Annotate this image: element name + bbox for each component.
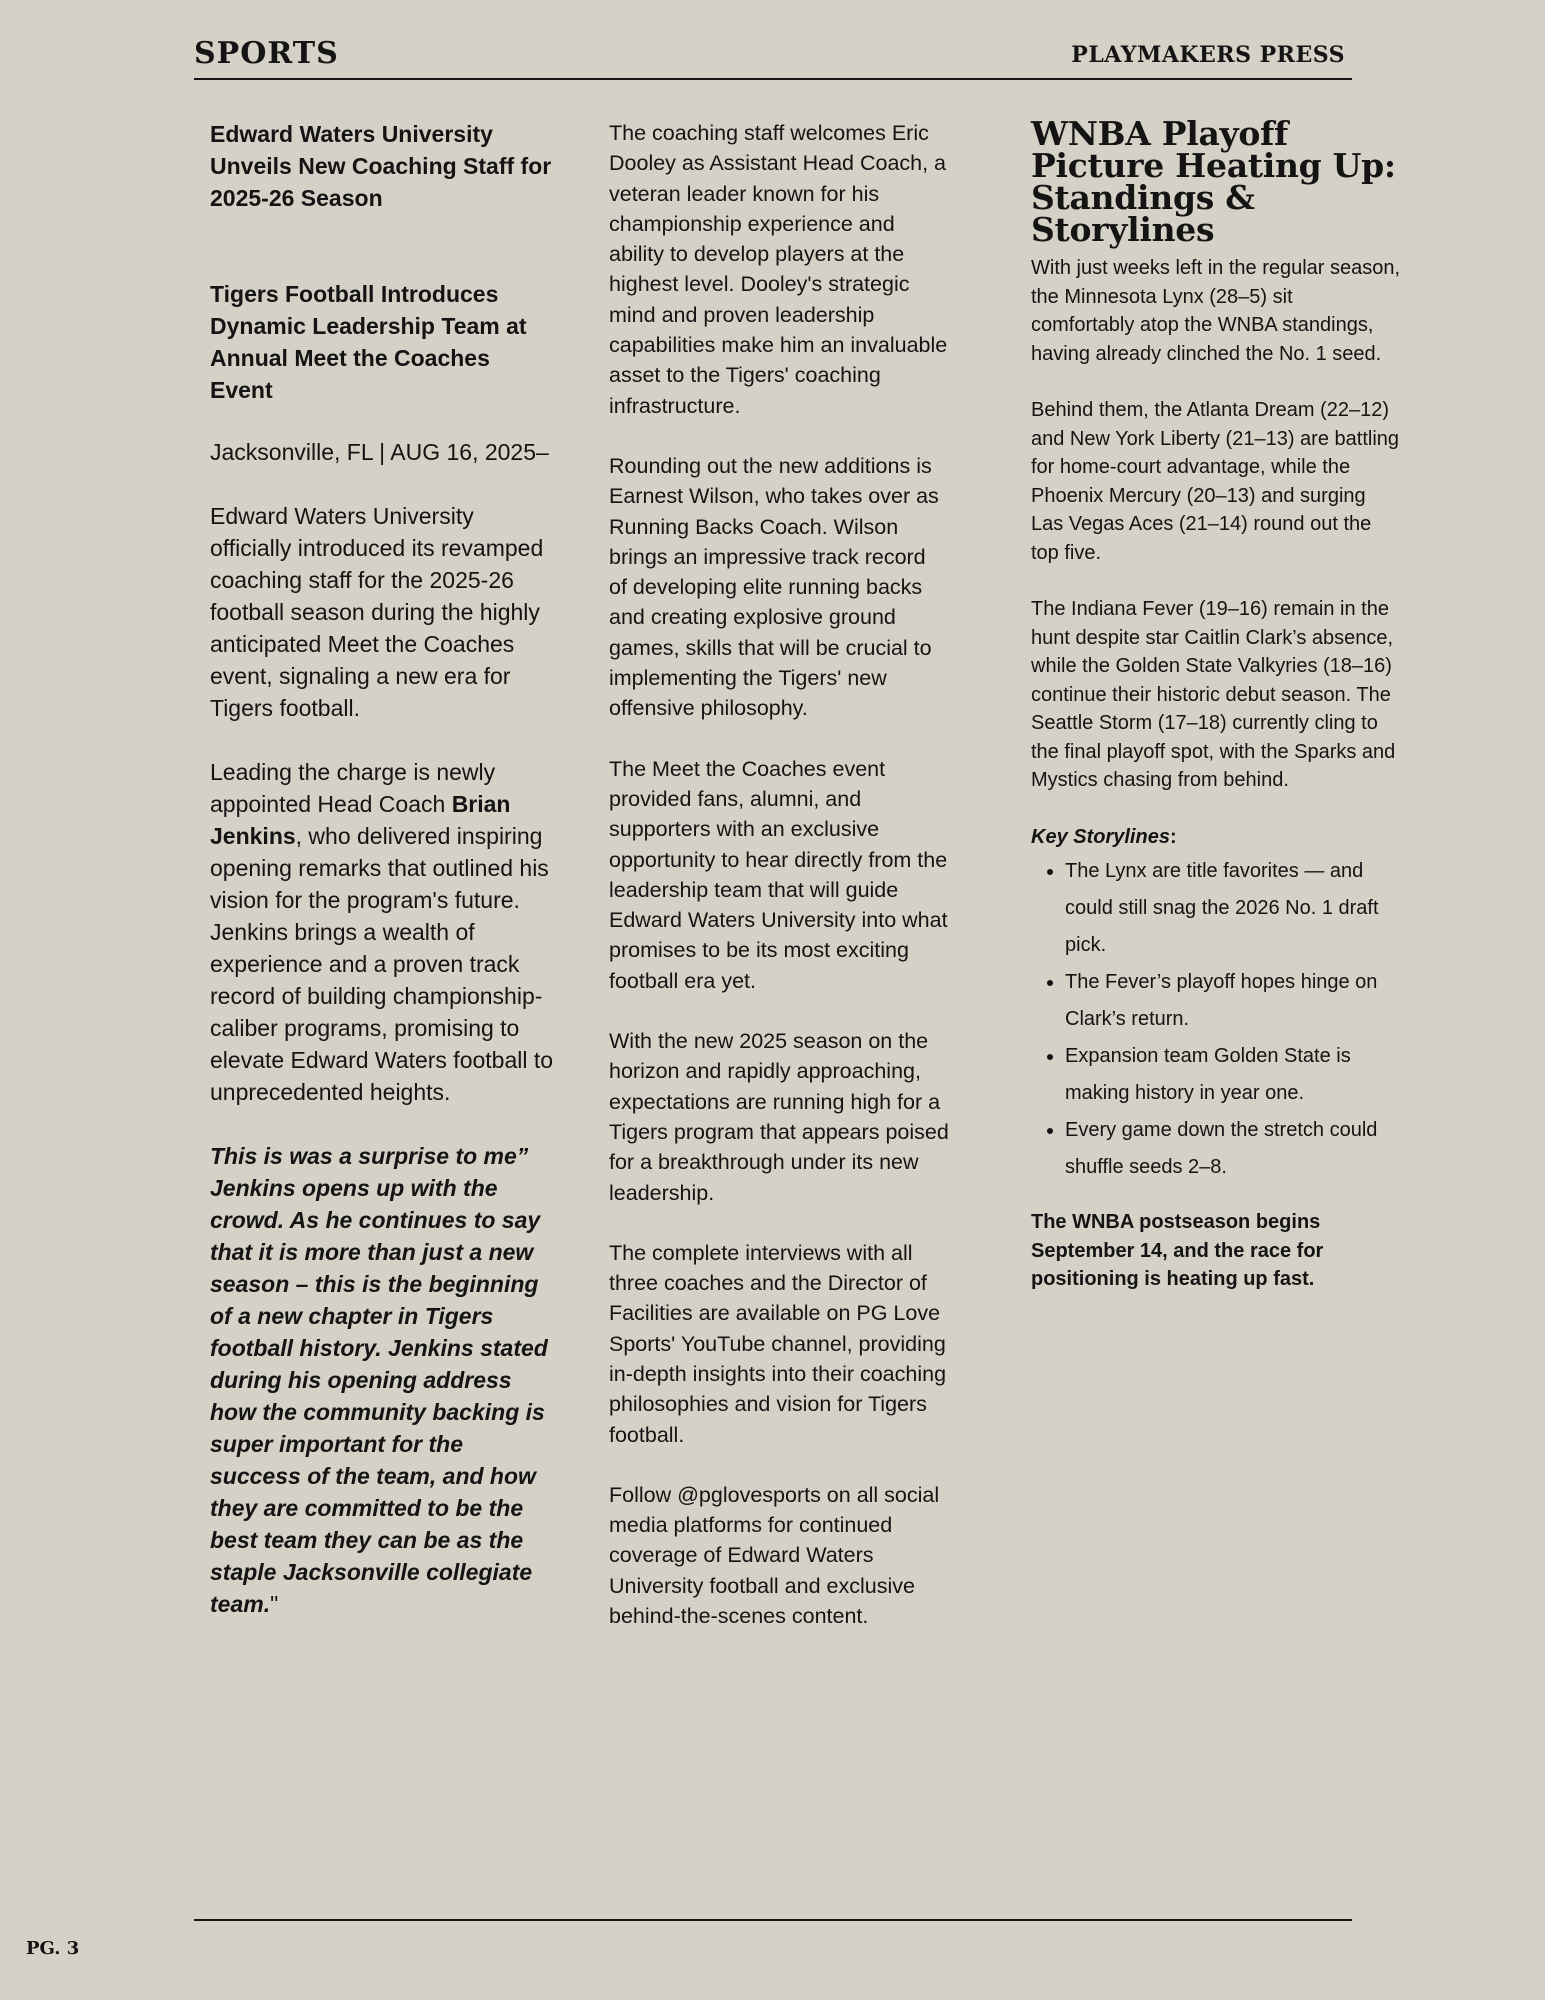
bottom-rule [194, 1919, 1352, 1921]
article-paragraph: The coaching staff welcomes Eric Dooley as Assistant Head Coach, a veteran leader known for his championship experience and ability to develop players at the highest level. Dooley's strategic mind and proven leadership capabilities make him an invaluable asset to the Tigers' coaching infrastructure. [609, 121, 948, 418]
key-storylines-colon: : [1169, 825, 1177, 848]
middle-article [609, 118, 949, 1661]
list-item: • Every game down the stretch could shuffle seeds 2–8. [1065, 1112, 1401, 1186]
list-item: • The Fever’s playoff hopes hinge on Clark’s return. [1065, 964, 1401, 1038]
article-paragraph: With just weeks left in the regular season, the Minnesota Lynx (28–5) sit comfortably atop the WNBA standings, having already clinched the No. 1 seed. [1031, 257, 1401, 365]
article-subheadline: Tigers Football Introduces Dynamic Leadership Team at Annual Meet the Coaches Event [210, 281, 527, 403]
article-paragraph: Follow @pglovesports on all social media platforms for continued coverage of Edward Waters University football and exclusive behind-the-scenes content. [609, 1482, 940, 1629]
article-dateline: Jacksonville, FL | AUG 16, 2025– [210, 439, 549, 465]
article-paragraph [210, 756, 555, 1108]
quote-close-mark: " [270, 1591, 279, 1617]
article-paragraph: Edward Waters University officially introduced its revamped coaching staff for the 2025-26 football season during the highly anticipated Meet the Coaches event, signaling a new era for Tigers football. [210, 503, 544, 721]
page-number: PG. 3 [26, 1938, 80, 1959]
article-paragraph: The Indiana Fever (19–16) remain in the hunt despite star Caitlin Clark’s absence, while the Golden State Valkyries (18–16) continue their historic debut season. The Seattle Storm (17–18) currently cling to the final playoff spot, with the Sparks and Mystics chasing from behind. [1031, 598, 1396, 791]
article-headline: WNBA Playoff Picture Heating Up: Standings & Storylines [1031, 114, 1396, 249]
quote-text: This is was a surprise to me” Jenkins opens up with the crowd. As he continues to say that it is more than just a new season – this is the beginning of a new chapter in Tigers football history. Jenkins stated during his opening address how the community backing is super important for the success of the team, and how they are committed to be the best team they can be as the staple Jacksonville collegiate team. [210, 1143, 548, 1617]
article-paragraph: The complete interviews with all three coaches and the Director of Facilities are available on PG Love Sports' YouTube channel, providing in-depth insights into their coaching philosophies and vision for Tigers football. [609, 1240, 947, 1447]
article-paragraph: Behind them, the Atlanta Dream (22–12) and New York Liberty (21–13) are battling for home-court advantage, while the Phoenix Mercury (20–13) and surging Las Vegas Aces (21–14) round out the top five. [1031, 399, 1400, 564]
pull-quote [210, 1140, 555, 1620]
article-paragraph: Rounding out the new additions is Earnest Wilson, who takes over as Running Backs Coach. Wilson brings an impressive track record of developing elite running backs and creating explosive ground games, skills that will be crucial to implementing the Tigers' new offensive philosophy. [609, 453, 939, 721]
key-storylines-text: Key Storylines [1031, 825, 1170, 848]
storylines-list [1031, 853, 1401, 1186]
top-rule [194, 78, 1352, 80]
closing-statement: The WNBA postseason begins September 14, and the race for positioning is heating up fast. [1031, 1211, 1324, 1290]
article-paragraph: The Meet the Coaches event provided fans, alumni, and supporters with an exclusive opportunity to hear directly from the leadership team that will guide Edward Waters University into what promises to be its most exciting football era yet. [609, 756, 948, 993]
coach-name: Brian Jenkins [210, 791, 511, 849]
list-item: • Expansion team Golden State is making history in year one. [1065, 1038, 1401, 1112]
section-label: SPORTS [194, 36, 339, 71]
left-article [210, 118, 555, 1652]
article-paragraph: With the new 2025 season on the horizon and rapidly approaching, expectations are running high for a Tigers program that appears poised for a breakthrough under its new leadership. [609, 1029, 949, 1205]
right-article [1031, 114, 1401, 1322]
article-headline: Edward Waters University Unveils New Coaching Staff for 2025-26 Season [210, 121, 552, 211]
key-storylines-label [1031, 823, 1401, 852]
paragraph-text: Leading the charge is newly appointed Head Coach [210, 759, 496, 817]
paragraph-text: , who delivered inspiring opening remarks that outlined his vision for the program's future. Jenkins brings a wealth of experience and a proven track record of building championship-caliber programs, promising to elevate Edward Waters football to unprecedented heights. [210, 823, 554, 1105]
list-item: • The Lynx are title favorites — and could still snag the 2026 No. 1 draft pick. [1065, 853, 1401, 964]
publication-name: PLAYMAKERS PRESS [1071, 42, 1345, 68]
